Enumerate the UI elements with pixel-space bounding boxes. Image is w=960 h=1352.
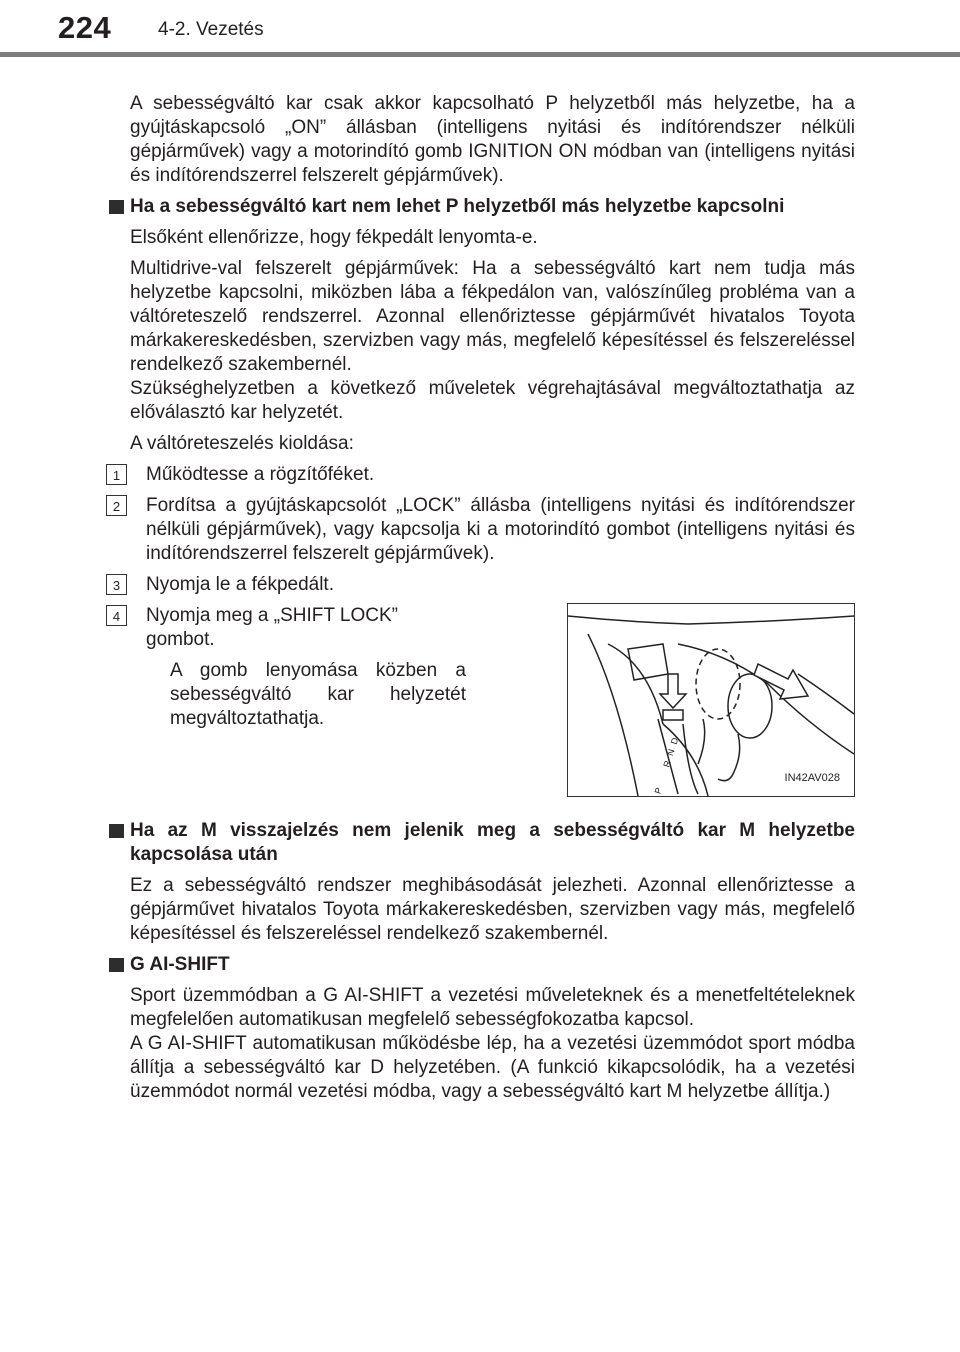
gate-label-r: R <box>661 759 673 769</box>
step-number: 4 <box>106 605 127 626</box>
section-heading-m-indicator <box>106 819 855 867</box>
paragraph: A G AI-SHIFT automatikusan működésbe lép, ha a vezetési üzemmódot sport módba állítja a sebességváltó kar D helyzetében. (A funkció kikapcsolódik, ha a vezetési üzemmódot normál vezetési módba, vagy a sebességváltó kart M helyzetbe állítja.) <box>130 1033 855 1102</box>
step-number: 3 <box>106 574 127 595</box>
square-bullet-icon <box>109 200 124 214</box>
gate-label-n: N <box>665 747 677 758</box>
paragraph: Ez a sebességváltó rendszer meghibásodását jelezheti. Azonnal ellenőriztesse a gépjárművet hivatalos Toyota márkakereskedésben, szervizben vagy más, megfelelő képesítéssel és felszereléssel rendelkező szakembernél. <box>130 875 855 944</box>
step-item <box>106 463 855 487</box>
paragraph: Szükséghelyzetben a következő műveletek végrehajtásával megváltoztathatja az előválasztó kar helyzetét. <box>130 378 855 423</box>
page-number: 224 <box>58 10 112 45</box>
step-4-with-figure <box>106 604 855 797</box>
step-text: Működtesse a rögzítőféket. <box>146 464 375 485</box>
step-item <box>106 494 855 566</box>
paragraph: Sport üzemmódban a G AI-SHIFT a vezetési műveleteknek és a menetfeltételeknek megfelelően automatikusan megfelelő sebességfokozatba kapcsol. <box>130 985 855 1030</box>
intro-paragraph: A sebességváltó kar csak akkor kapcsolható P helyzetből más helyzetbe, ha a gyújtáskapcsoló „ON” állásban (intelligens nyitási és indítórendszer nélküli gépjárművek) vagy a motorindító gomb IGNITION ON módban van (intelligens nyitási és indítórendszerrel felszerelt gépjárművek). <box>130 93 855 186</box>
step-item <box>106 604 466 652</box>
heading-text: G AI-SHIFT <box>130 954 230 975</box>
shift-lock-figure <box>567 603 855 797</box>
paragraph: A váltóreteszelés kioldása: <box>130 433 354 454</box>
square-bullet-icon <box>109 824 124 838</box>
step-text: Fordítsa a gyújtáskapcsolót „LOCK” állásba (intelligens nyitási és indítórendszer nélküli gépjárművek), vagy kapcsolja ki a motorindító gombot (intelligens nyitási és indítórendszerrel felszerelt gépjárművek). <box>146 495 855 564</box>
figure-code: IN42AV028 <box>784 772 840 784</box>
heading-text: Ha a sebességváltó kart nem lehet P helyzetből más helyzetbe kapcsolni <box>130 196 785 217</box>
section-title: 4-2. Vezetés <box>158 19 264 40</box>
section-heading-p-shift <box>106 195 855 219</box>
step-note: A gomb lenyomása közben a sebességváltó kar helyzetét megváltoztathatja. <box>170 660 466 729</box>
header-rule <box>0 52 960 57</box>
page-body <box>106 92 855 1104</box>
section-heading-g-ai-shift <box>106 953 855 977</box>
step-number: 1 <box>106 464 127 485</box>
paragraph: Multidrive-val felszerelt gépjárművek: Ha a sebességváltó kart nem tudja más helyzetbe kapcsolni, miközben lába a fékpedálon van, valószínűleg probléma van a váltóreteszelő rendszerrel. Azonnal ellenőriztesse gépjárművét hivatalos Toyota márkakereskedésben, szervizben vagy más, megfelelő képesítéssel és felszereléssel rendelkező szakembernél. <box>130 258 855 375</box>
step-item <box>106 573 855 597</box>
step-number: 2 <box>106 495 127 516</box>
gate-label-d: D <box>668 736 681 746</box>
heading-text: Ha az M visszajelzés nem jelenik meg a sebességváltó kar M helyzetbe kapcsolása után <box>130 820 855 865</box>
step-text: Nyomja meg a „SHIFT LOCK” gombot. <box>146 605 398 650</box>
square-bullet-icon <box>109 958 124 972</box>
step-4-column <box>106 604 466 797</box>
paragraph: Elsőként ellenőrizze, hogy fékpedált lenyomta-e. <box>130 227 538 248</box>
gate-label-p: P <box>652 786 665 796</box>
step-text: Nyomja le a fékpedált. <box>146 574 334 595</box>
